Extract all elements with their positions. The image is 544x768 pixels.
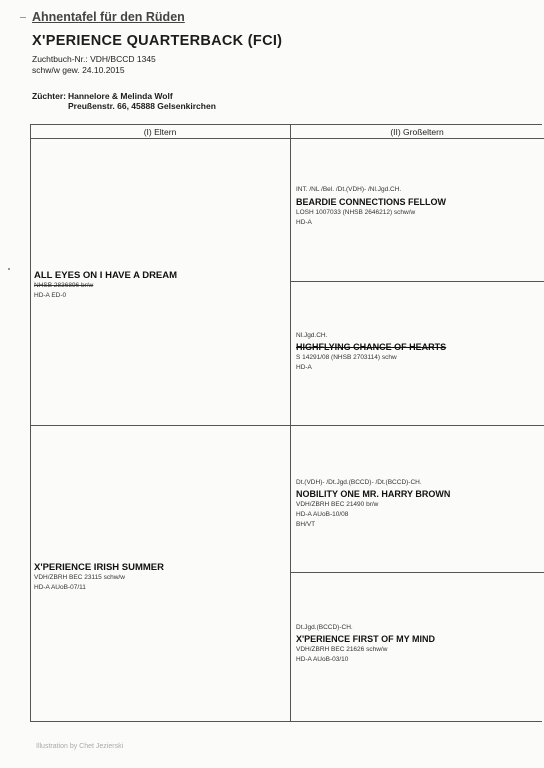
sire-dam-registration: S 14291/08 (NHSB 2703114) schw (296, 354, 397, 361)
dam-sire-titles: Dt.(VDH)- /Dt.Jgd.(BCCD)- /Dt.(BCCD)-CH. (296, 479, 422, 486)
document-title: Ahnentafel für den Rüden (32, 10, 185, 24)
dam-registration: VDH/ZBRH BEC 23115 schw/w (34, 574, 125, 581)
sire-dam-titles: Nl.Jgd.CH. (296, 332, 328, 339)
breeder-label: Züchter: (32, 91, 66, 101)
sire-grandparents-divider (290, 281, 544, 282)
dam-dam-registration: VDH/ZBRH BEC 21626 schw/w (296, 646, 388, 653)
scan-dot (8, 268, 10, 270)
studbook-number: Zuchtbuch-Nr.: VDH/BCCD 1345 (32, 54, 156, 64)
sire-dam-health: HD-A (296, 364, 312, 371)
dam-dam-health: HD-A AUoB-03/10 (296, 656, 349, 663)
dam-sire-extra: BH/VT (296, 521, 316, 528)
dam-name: X'PERIENCE IRISH SUMMER (34, 562, 164, 573)
column-header-grandparents: (II) Großeltern (390, 127, 444, 137)
sire-sire-health: HD-A (296, 219, 312, 226)
color-birthdate: schw/w gew. 24.10.2015 (32, 65, 125, 75)
pedigree-table (30, 124, 542, 722)
sire-sire-registration: LOSH 1007033 (NHSB 2646212) schw/w (296, 209, 416, 216)
sire-dam-divider (30, 425, 544, 426)
dam-sire-registration: VDH/ZBRH BEC 21490 br/w (296, 501, 379, 508)
sire-sire-name: BEARDIE CONNECTIONS FELLOW (296, 197, 446, 207)
sire-registration: NHSB 2836896 br/w (34, 282, 94, 289)
header-row-divider (30, 138, 544, 139)
sire-dam-name: HIGHFLYING CHANCE OF HEARTS (296, 342, 447, 352)
dam-dam-name: X'PERIENCE FIRST OF MY MIND (296, 634, 435, 644)
breeder-name: Hannelore & Melinda Wolf (68, 91, 173, 101)
sire-health: HD-A ED-0 (34, 292, 67, 299)
illustration-credit: Illustration by Chet Jezierski (36, 743, 124, 750)
dam-sire-health: HD-A AUoB-10/08 (296, 511, 349, 518)
dam-dam-titles: Dt.Jgd.(BCCD)-CH. (296, 624, 353, 631)
dam-sire-name: NOBILITY ONE MR. HARRY BROWN (296, 489, 451, 499)
dam-grandparents-divider (290, 572, 544, 573)
dog-name: X'PERIENCE QUARTERBACK (FCI) (32, 33, 283, 49)
sire-sire-titles: INT. /NL /Bel. /Dt.(VDH)- /Nl.Jgd.CH. (296, 186, 402, 193)
scan-mark (20, 17, 26, 18)
dam-health: HD-A AUoB-07/11 (34, 584, 86, 591)
column-divider (290, 124, 291, 722)
column-header-parents: (I) Eltern (143, 127, 177, 137)
breeder-address: Preußenstr. 66, 45888 Gelsenkirchen (68, 101, 216, 111)
sire-name: ALL EYES ON I HAVE A DREAM (34, 270, 178, 281)
